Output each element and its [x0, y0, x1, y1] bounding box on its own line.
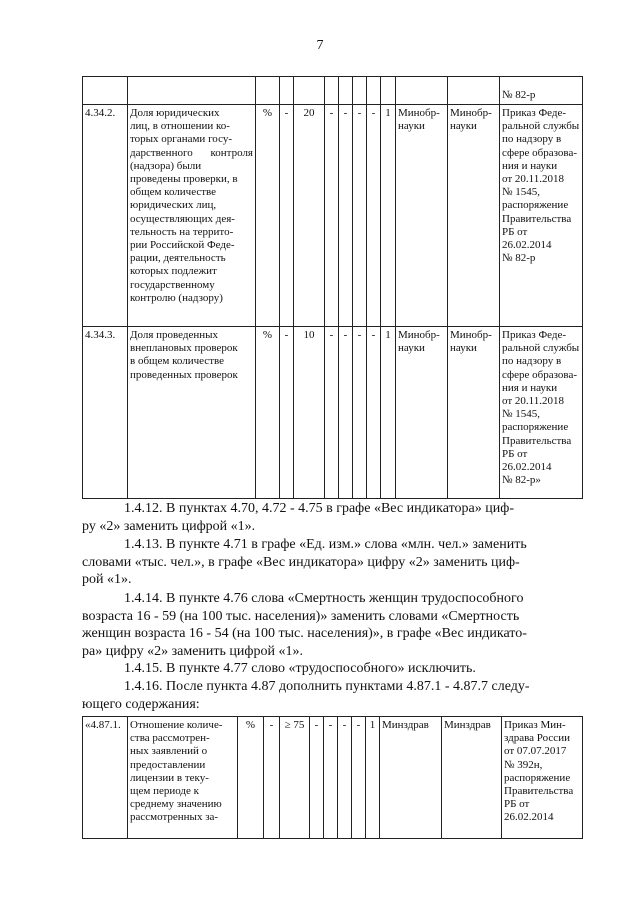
- value-cell: -: [264, 717, 280, 839]
- unit-cell: %: [238, 717, 264, 839]
- indicator-name: Отношение количе- ства рассмотрен- ных заявлений о предоставлении лицензии в теку- щем периоде к среднему значению рассмотренных за-: [128, 717, 238, 839]
- value-cell: 20: [294, 105, 325, 327]
- page-number: 7: [316, 38, 324, 53]
- basis-cell: № 82-р: [500, 77, 583, 105]
- value-cell: -: [325, 105, 339, 327]
- weight-cell: 1: [381, 105, 396, 327]
- indicator-table-top: [82, 76, 583, 499]
- value-cell: 10: [294, 327, 325, 499]
- executor-cell: Минобр- науки: [448, 327, 500, 499]
- value-cell: -: [338, 717, 352, 839]
- row-number: «4.87.1.: [83, 717, 128, 839]
- row-number: 4.34.3.: [83, 327, 128, 499]
- unit-cell: %: [256, 327, 280, 499]
- executor-cell: Минобр- науки: [396, 327, 448, 499]
- basis-cell: Приказ Феде- ральной службы по надзору в сфере образова- ния и науки от 20.11.2018 № 1545, распоряжение Правительства РБ от 26.02.2014 № 82-р»: [500, 327, 583, 499]
- value-cell: -: [367, 327, 381, 499]
- value-cell: -: [339, 105, 353, 327]
- unit-cell: %: [256, 105, 280, 327]
- value-cell: ≥ 75: [280, 717, 310, 839]
- value-cell: -: [280, 327, 294, 499]
- executor-cell: Минздрав: [442, 717, 502, 839]
- paragraph-1-4-12: 1.4.12. В пунктах 4.70, 4.72 - 4.75 в графе «Вес индикатора» циф- ру «2» заменить цифрой «1».: [82, 501, 514, 534]
- indicator-name: Доля проведенных внеплановых проверок в общем количестве проведенных проверок: [128, 327, 256, 499]
- value-cell: -: [324, 717, 338, 839]
- table-row: [83, 105, 583, 327]
- weight-cell: 1: [381, 327, 396, 499]
- table-row: [83, 717, 583, 839]
- value-cell: -: [280, 105, 294, 327]
- indicator-table-bottom: [82, 716, 583, 839]
- paragraph-1-4-16: 1.4.16. После пункта 4.87 дополнить пунктами 4.87.1 - 4.87.7 следу- ющего содержания:: [82, 679, 530, 712]
- value-cell: -: [339, 327, 353, 499]
- executor-cell: Минобр- науки: [396, 105, 448, 327]
- value-cell: -: [367, 105, 381, 327]
- value-cell: -: [310, 717, 324, 839]
- paragraph-1-4-15: 1.4.15. В пункте 4.77 слово «трудоспособного» исключить.: [124, 661, 476, 676]
- basis-cell: Приказ Феде- ральной службы по надзору в сфере образова- ния и науки от 20.11.2018 № 1545, распоряжение Правительства РБ от 26.02.2014 № 82-р: [500, 105, 583, 327]
- value-cell: -: [353, 105, 367, 327]
- paragraph-1-4-14: 1.4.14. В пункте 4.76 слова «Смертность женщин трудоспособного возраста 16 - 59 (на 100 тыс. населения)» заменить словами «Смертность женщин возраста 16 - 54 (на 100 тыс. населения)», в графе «Вес индикато- ра» цифру «2» заменить цифрой «1».: [82, 591, 527, 659]
- value-cell: -: [352, 717, 366, 839]
- weight-cell: 1: [366, 717, 380, 839]
- table-row: [83, 327, 583, 499]
- executor-cell: Минобр- науки: [448, 105, 500, 327]
- basis-cell: Приказ Мин- здрава России от 07.07.2017 № 392н, распоряжение Правительства РБ от 26.02.2014: [502, 717, 583, 839]
- value-cell: -: [325, 327, 339, 499]
- indicator-name: Доля юридических лиц, в отношении ко- торых органами госу- дарственного контроля (надзора) были проведены проверки, в общем количестве юридических лиц, осуществляющих дея- тельность на террито- рии Российской Феде- рации, деятельность которых подлежит государственному контролю (надзору): [128, 105, 256, 327]
- paragraph-1-4-13: 1.4.13. В пункте 4.71 в графе «Ед. изм.» слова «млн. чел.» заменить словами «тыс. чел.», в графе «Вес индикатора» цифру «2» заменить циф- рой «1».: [82, 537, 527, 587]
- table-row: [83, 77, 583, 105]
- row-number: 4.34.2.: [83, 105, 128, 327]
- value-cell: -: [353, 327, 367, 499]
- executor-cell: Минздрав: [380, 717, 442, 839]
